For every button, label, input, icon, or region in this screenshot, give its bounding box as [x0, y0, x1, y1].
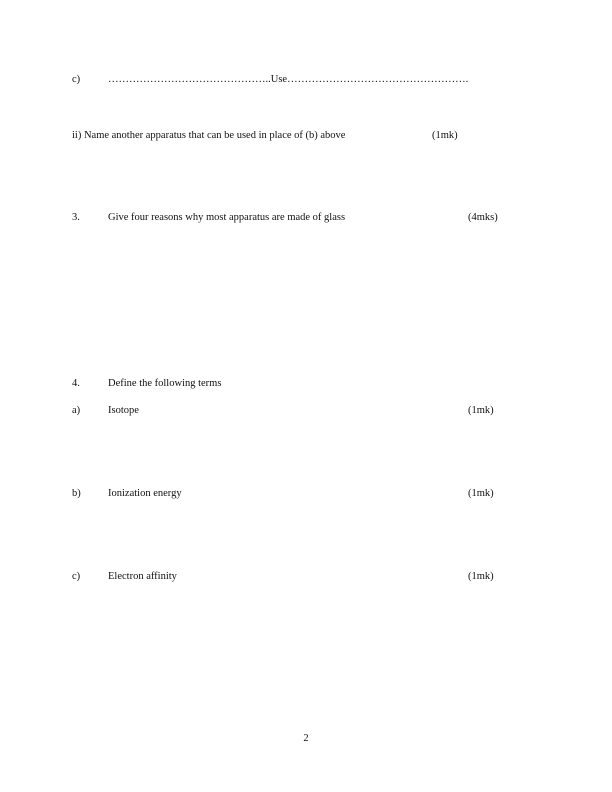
question-4-text: Define the following terms: [108, 378, 222, 389]
question-3-marks: (4mks): [468, 212, 498, 223]
question-2c-label: c): [72, 74, 81, 85]
question-2ii-marks: (1mk): [432, 130, 458, 141]
page-number: 2: [303, 733, 309, 744]
question-4b-marks: (1mk): [468, 488, 494, 499]
question-4c-label: c): [72, 571, 81, 582]
question-4a-marks: (1mk): [468, 405, 494, 416]
question-3-text: Give four reasons why most apparatus are made of glass: [108, 212, 346, 223]
question-4b-text: Ionization energy: [108, 488, 182, 499]
question-4c-marks: (1mk): [468, 571, 494, 582]
question-3-number: 3.: [72, 212, 80, 223]
question-4-number: 4.: [72, 378, 80, 389]
question-4a-label: a): [72, 405, 81, 416]
question-2ii-text: ii) Name another apparatus that can be used in place of (b) above: [72, 130, 346, 141]
question-2c-answer-line: ………………………………………..Use…………………………………………….: [108, 74, 469, 85]
question-4a-text: Isotope: [108, 405, 139, 416]
question-4c-text: Electron affinity: [108, 571, 177, 582]
question-4b-label: b): [72, 488, 81, 499]
